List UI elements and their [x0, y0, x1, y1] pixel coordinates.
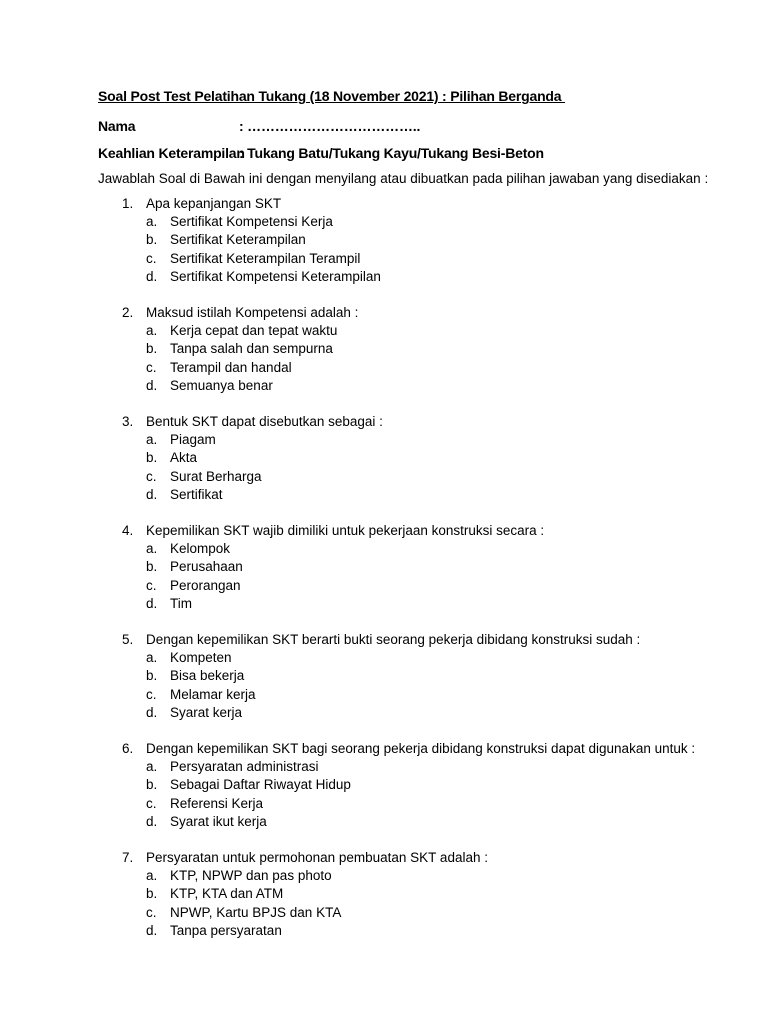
- question-number: 4.: [122, 523, 134, 538]
- option-letter: d.: [146, 377, 158, 393]
- option-text: Kompeten: [170, 650, 232, 666]
- option-letter: c.: [146, 468, 157, 484]
- skill-row: [98, 145, 544, 161]
- option-text: Persyaratan administrasi: [170, 759, 319, 775]
- option-letter: c.: [146, 795, 157, 811]
- option-text: Melamar kerja: [170, 686, 256, 702]
- option-letter: a.: [146, 650, 158, 666]
- option-text: Surat Berharga: [170, 468, 262, 484]
- option-text: Sertifikat Keterampilan: [170, 232, 306, 248]
- question-number: 5.: [122, 632, 134, 647]
- option-letter: a.: [146, 759, 158, 775]
- option-letter: a.: [146, 541, 158, 557]
- question-number: 2.: [122, 305, 134, 320]
- option-text: Terampil dan handal: [170, 359, 292, 375]
- option-text: Sebagai Daftar Riwayat Hidup: [170, 777, 351, 793]
- option-letter: a.: [146, 323, 158, 339]
- skill-value: : Tukang Batu/Tukang Kayu/Tukang Besi-Beton: [239, 145, 544, 161]
- option-text: KTP, NPWP dan pas photo: [170, 868, 332, 884]
- question-number: 7.: [122, 850, 134, 865]
- option-letter: c.: [146, 359, 157, 375]
- document-title: Soal Post Test Pelatihan Tukang (18 November 2021) : Pilihan Berganda: [98, 88, 566, 104]
- option-text: Sertifikat: [170, 486, 223, 502]
- option-letter: b.: [146, 886, 158, 902]
- option-text: Bisa bekerja: [170, 668, 245, 684]
- question-text: Dengan kepemilikan SKT berarti bukti seorang pekerja dibidang konstruksi sudah :: [146, 632, 641, 647]
- option-text: Tanpa salah dan sempurna: [170, 341, 333, 357]
- option-text: Syarat kerja: [170, 704, 243, 720]
- skill-label: Keahlian Keterampilan: [98, 145, 245, 161]
- option-letter: b.: [146, 559, 158, 575]
- question-number: 6.: [122, 741, 134, 756]
- option-letter: d.: [146, 704, 158, 720]
- name-label: Nama: [98, 118, 136, 134]
- option-letter: c.: [146, 577, 157, 593]
- option-text: Tim: [170, 595, 192, 611]
- option-text: Kerja cepat dan tepat waktu: [170, 323, 338, 339]
- option-letter: d.: [146, 268, 158, 284]
- option-letter: c.: [146, 904, 157, 920]
- option-letter: a.: [146, 432, 158, 448]
- question-text: Bentuk SKT dapat disebutkan sebagai :: [146, 414, 383, 429]
- option-text: Perusahaan: [170, 559, 243, 575]
- question-text: Maksud istilah Kompetensi adalah :: [146, 305, 359, 320]
- option-text: Akta: [170, 450, 198, 466]
- question-text: Apa kepanjangan SKT: [146, 196, 282, 211]
- option-text: Semuanya benar: [170, 377, 273, 393]
- question-text: Kepemilikan SKT wajib dimiliki untuk pekerjaan konstruksi secara :: [146, 523, 545, 538]
- name-row: [98, 118, 421, 134]
- option-letter: b.: [146, 777, 158, 793]
- option-letter: b.: [146, 232, 158, 248]
- option-letter: a.: [146, 868, 158, 884]
- option-letter: d.: [146, 922, 158, 938]
- option-letter: d.: [146, 486, 158, 502]
- option-text: NPWP, Kartu BPJS dan KTA: [170, 904, 342, 920]
- option-letter: b.: [146, 668, 158, 684]
- option-text: Tanpa persyaratan: [170, 922, 282, 938]
- question-number: 3.: [122, 414, 134, 429]
- option-letter: c.: [146, 686, 157, 702]
- option-letter: d.: [146, 813, 158, 829]
- option-text: Sertifikat Kompetensi Kerja: [170, 214, 333, 230]
- option-letter: a.: [146, 214, 158, 230]
- option-text: Kelompok: [170, 541, 231, 557]
- option-letter: c.: [146, 250, 157, 266]
- option-text: Perorangan: [170, 577, 241, 593]
- question-text: Dengan kepemilikan SKT bagi seorang pekerja dibidang konstruksi dapat digunakan untuk :: [146, 741, 696, 756]
- question-number: 1.: [122, 196, 134, 211]
- question-text: Persyaratan untuk permohonan pembuatan SKT adalah :: [146, 850, 488, 865]
- option-letter: b.: [146, 450, 158, 466]
- option-text: Referensi Kerja: [170, 795, 264, 811]
- option-text: Syarat ikut kerja: [170, 813, 267, 829]
- instruction-text: Jawablah Soal di Bawah ini dengan menyilang atau dibuatkan pada pilihan jawaban yang disediakan :: [98, 171, 709, 186]
- option-text: Sertifikat Keterampilan Terampil: [170, 250, 361, 266]
- option-letter: d.: [146, 595, 158, 611]
- option-text: Sertifikat Kompetensi Keterampilan: [170, 268, 381, 284]
- option-letter: b.: [146, 341, 158, 357]
- option-text: KTP, KTA dan ATM: [170, 886, 284, 902]
- option-text: Piagam: [170, 432, 216, 448]
- name-value: : ………………………………..: [239, 118, 421, 134]
